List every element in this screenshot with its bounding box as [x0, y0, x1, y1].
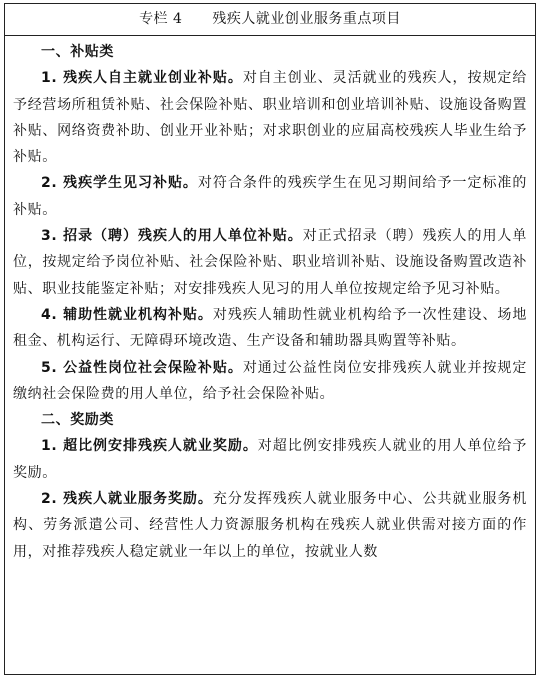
item-body: 对正式招录（聘）残疾人的用人单位，按规定给予岗位补贴、社会保险补贴、职业培训补贴、设施设备购置改造补贴、职业技能鉴定补贴；对安排残疾人见习的用人单位按规定给予见习补贴。: [13, 228, 527, 297]
box-title-text: 残疾人就业创业服务重点项目: [212, 11, 401, 27]
list-item: [13, 355, 527, 408]
item-lead: 5. 公益性岗位社会保险补贴。: [41, 359, 243, 376]
section-heading-subsidy: 一、补贴类: [41, 44, 114, 60]
item-lead: 3. 招录（聘）残疾人的用人单位补贴。: [41, 228, 303, 245]
item-body: 对自主创业、灵活就业的残疾人，按规定给予经营场所租赁补贴、社会保险补贴、职业培训和创业培训补贴、设施设备购置补贴、网络资费补助、创业开业补贴；对求职创业的应届高校残疾人毕业生给予补贴。: [13, 70, 527, 166]
item-body: 对超比例安排残疾人就业的用人单位给予奖励。: [13, 438, 527, 481]
list-item: [13, 486, 527, 565]
section-heading-reward: 二、奖励类: [41, 412, 114, 429]
item-lead: 2. 残疾学生见习补贴。: [41, 175, 198, 192]
item-lead: 2. 残疾人就业服务奖励。: [41, 491, 213, 508]
list-item: [13, 223, 527, 302]
list-item: [13, 170, 527, 223]
box-title: [5, 4, 535, 36]
item-lead: 4. 辅助性就业机构补贴。: [41, 306, 213, 323]
box-title-number: 专栏 4: [139, 11, 183, 27]
item-body: 对残疾人辅助性就业机构给予一次性建设、场地租金、机构运行、无障碍环境改造、生产设备和辅助器具购置等补贴。: [13, 306, 527, 350]
item-body: 对通过公益性岗位安排残疾人就业并按规定缴纳社会保险费的用人单位，给予社会保险补贴。: [13, 359, 527, 402]
list-item: [13, 433, 527, 486]
item-body: 充分发挥残疾人就业服务中心、公共就业服务机构、劳务派遣公司、经营性人力资源服务机构在残疾人就业供需对接方面的作用，对推荐残疾人稳定就业一年以上的单位，按就业人数: [13, 491, 527, 560]
column-box: [4, 3, 536, 675]
list-item: [13, 65, 527, 170]
item-lead: 1. 残疾人自主就业创业补贴。: [41, 70, 243, 87]
item-lead: 1. 超比例安排残疾人就业奖励。: [41, 438, 258, 455]
item-body: 对符合条件的残疾学生在见习期间给予一定标准的补贴。: [13, 175, 528, 218]
list-item: [13, 302, 527, 355]
box-content: [5, 36, 535, 565]
